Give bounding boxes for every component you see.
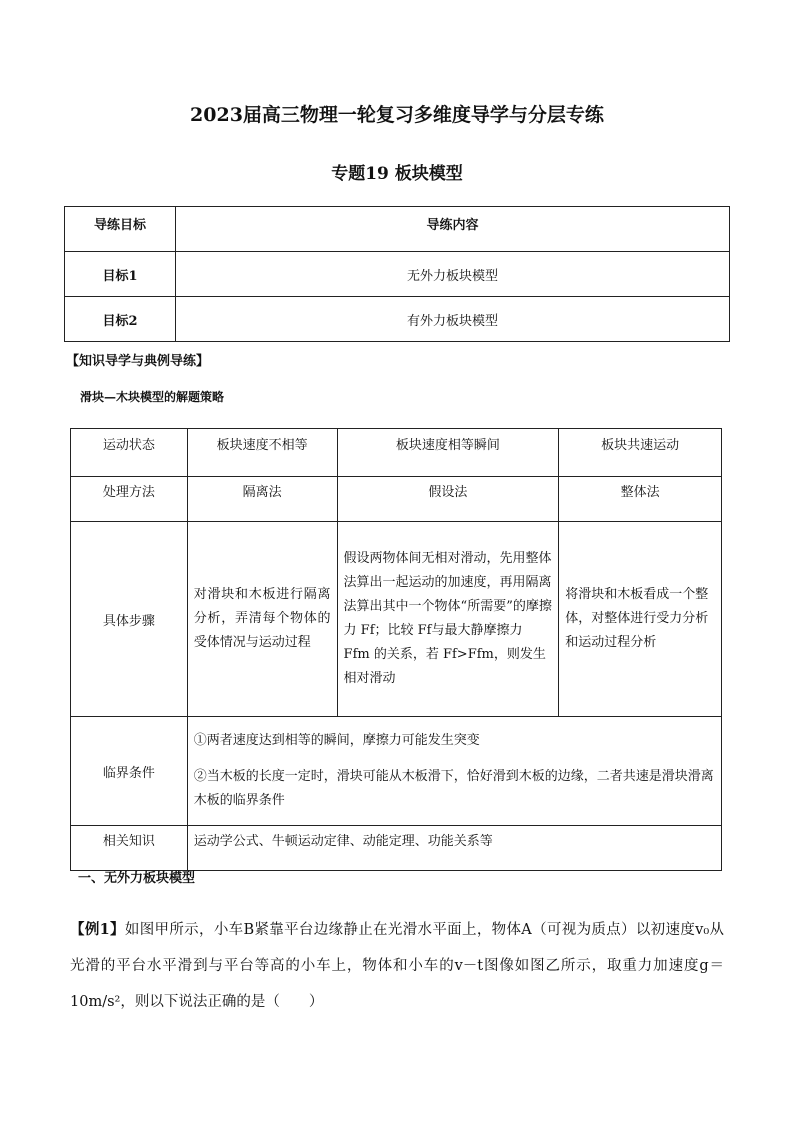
strategy-row-critical [71, 717, 722, 826]
strategy-cell: 假设法 [337, 477, 559, 522]
goals-table-header-row [65, 207, 730, 252]
strategy-cell: 隔离法 [187, 477, 337, 522]
strategy-cell: 临界条件 [71, 717, 188, 826]
strategy-cell [187, 522, 337, 717]
goal-target-2: 目标2 [65, 297, 176, 342]
strategy-cell [187, 717, 721, 826]
strategy-row-knowledge [71, 826, 722, 871]
strategy-row-motion-state [71, 429, 722, 477]
strategy-row-method [71, 477, 722, 522]
strategy-cell [559, 522, 722, 717]
goals-table-row [65, 297, 730, 342]
strategy-row-steps [71, 522, 722, 717]
steps-whole-text: 将滑块和木板看成一个整体，对整体进行受力分析和运动过程分析 [565, 587, 709, 650]
knowledge-heading: 【知识导学与典例导练】 [66, 354, 210, 369]
strategy-table [70, 428, 722, 871]
goals-table [64, 206, 730, 342]
example-tag: 【例1】 [70, 921, 125, 938]
strategy-cell: 板块速度不相等 [187, 429, 337, 477]
goal-content-1: 无外力板块模型 [176, 252, 730, 297]
strategy-cell: 运动状态 [71, 429, 188, 477]
strategy-cell: 运动学公式、牛顿运动定律、动能定理、功能关系等 [187, 826, 721, 871]
strategy-cell: 处理方法 [71, 477, 188, 522]
goals-header-content: 导练内容 [176, 207, 730, 252]
critical-condition-1: ①两者速度达到相等的瞬间，摩擦力可能发生突变 [193, 733, 480, 748]
sub-title: 专题19 板块模型 [331, 164, 463, 184]
goal-content-2: 有外力板块模型 [176, 297, 730, 342]
strategy-cell [337, 522, 559, 717]
critical-condition-2: ②当木板的长度一定时，滑块可能从木板滑下，恰好滑到木板的边缘，二者共速是滑块滑离木板的临界条件 [193, 769, 714, 808]
example-text: 如图甲所示，小车B紧靠平台边缘静止在光滑水平面上，物体A（可视为质点）以初速度v₀从光滑的平台水平滑到与平台等高的小车上，物体和小车的v－t图像如图乙所示，取重力加速度g＝10m/s²，则以下说法正确的是（ ） [70, 922, 724, 1010]
strategy-cell: 板块共速运动 [559, 429, 722, 477]
strategy-cell: 板块速度相等瞬间 [337, 429, 559, 477]
goal-target-1: 目标1 [65, 252, 176, 297]
goals-header-target: 导练目标 [65, 207, 176, 252]
strategy-heading: 滑块—木块模型的解题策略 [80, 390, 225, 404]
strategy-cell: 整体法 [559, 477, 722, 522]
strategy-cell: 具体步骤 [71, 522, 188, 717]
steps-isolation-text: 对滑块和木板进行隔离分析，弄清每个物体的受体情况与运动过程 [193, 587, 331, 650]
goals-table-row [65, 252, 730, 297]
main-title: 2023届高三物理一轮复习多维度导学与分层专练 [190, 104, 604, 126]
example-paragraph [70, 912, 724, 1020]
steps-assumption-text: 假设两物体间无相对滑动，先用整体法算出一起运动的加速度，再用隔离法算出其中一个物体“所需要”的摩擦力 Ff；比较 Ff与最大静摩擦力 Ffm 的关系，若 Ff>Ffm，则发生相对滑动 [343, 551, 552, 686]
section-heading: 一、无外力板块模型 [78, 871, 196, 886]
strategy-cell: 相关知识 [71, 826, 188, 871]
